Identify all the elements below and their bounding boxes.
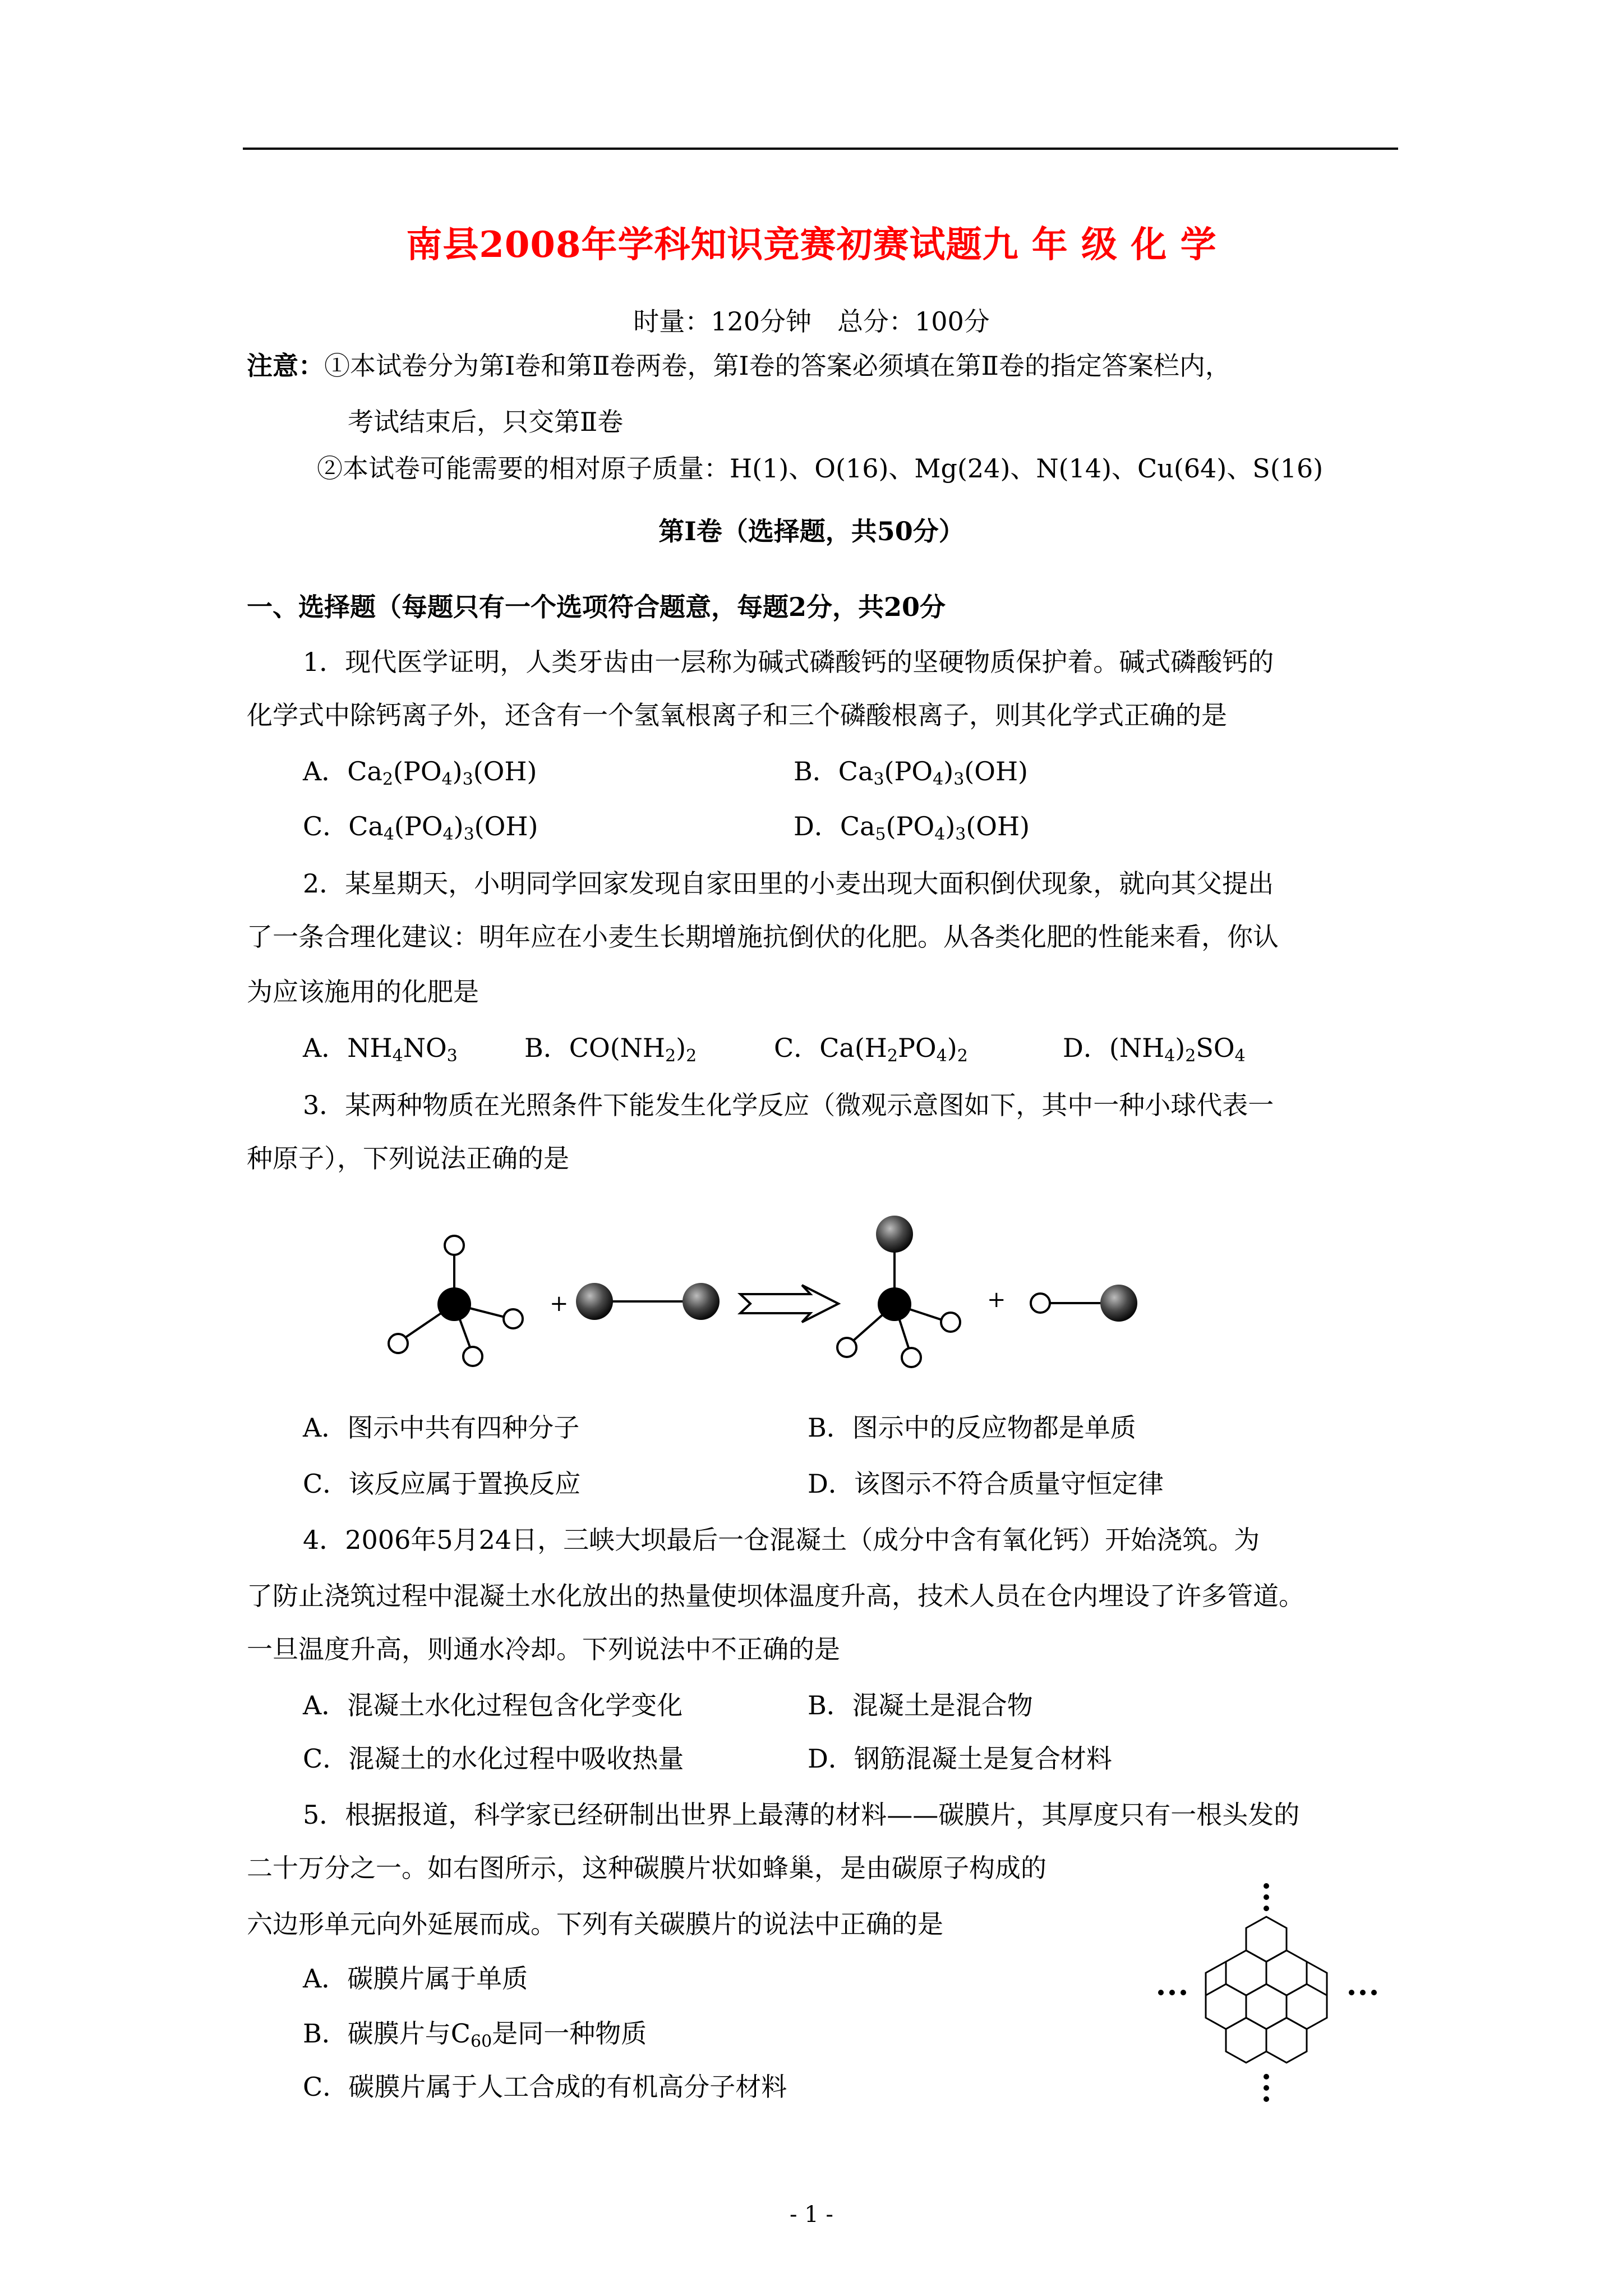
notice-line-2: 考试结束后，只交第Ⅱ卷 <box>348 407 624 437</box>
reaction-arrow <box>740 1285 838 1322</box>
q1-line-1: 1．现代医学证明，人类牙齿由一层称为碱式磷酸钙的坚硬物质保护着。碱式磷酸钙的 <box>303 647 1274 677</box>
q3-line-2: 种原子），下列说法正确的是 <box>247 1143 569 1174</box>
notice-line-3: ②本试卷可能需要的相对原子质量：H(1)、O(16)、Mg(24)、N(14)、Cu(64)、S(16) <box>317 453 1324 484</box>
q4-option-a: A．混凝土水化过程包含化学变化 <box>303 1690 683 1720</box>
notice-label: 注意： <box>247 351 324 381</box>
q1-option-a: A．$Ca_2(PO_4)_3(OH)$ <box>303 756 537 789</box>
dots-right <box>1349 1990 1377 1995</box>
notice-text-1: ①本试卷分为第Ⅰ卷和第Ⅱ卷两卷，第Ⅰ卷的答案必须填在第Ⅱ卷的指定答案栏内， <box>324 351 1231 381</box>
carbon-film-honeycomb-diagram <box>1144 1879 1396 2109</box>
q1-option-b: B．$Ca_3(PO_4)_3(OH)$ <box>794 756 1029 789</box>
q2-option-d: D．$(NH_4)_2SO_4$ <box>1063 1033 1246 1066</box>
q1-option-d: D．$Ca_5(PO_4)_3(OH)$ <box>794 811 1030 844</box>
exam-title: 南县2008年学科知识竞赛初赛试题九 年 级 化 学 <box>406 224 1217 266</box>
q2-option-a: A．$NH_4NO_3$ <box>303 1033 458 1066</box>
dots-top <box>1264 1883 1269 1911</box>
q4-option-d: D．钢筋混凝土是复合材料 <box>808 1743 1112 1774</box>
q4-line-2: 了防止浇筑过程中混凝土水化放出的热量使坝体温度升高，技术人员在仓内埋设了许多管道。 <box>247 1581 1304 1611</box>
q4-option-b: B．混凝土是混合物 <box>808 1690 1033 1720</box>
q4-line-3: 一旦温度升高，则通水冷却。下列说法中不正确的是 <box>247 1634 840 1664</box>
q3-line-1: 3．某两种物质在光照条件下能发生化学反应（微观示意图如下，其中一种小球代表一 <box>303 1090 1274 1120</box>
q3-option-d: D．该图示不符合质量守恒定律 <box>808 1469 1164 1499</box>
plus-sign-2: + <box>987 1287 1006 1313</box>
q2-option-b: B．$CO(NH_2)_2$ <box>524 1033 697 1066</box>
section-heading: 第Ⅰ卷（选择题，共50分） <box>658 516 965 546</box>
product-molecule-1 <box>837 1216 960 1367</box>
part-heading: 一、选择题（每题只有一个选项符合题意，每题2分，共20分 <box>247 592 946 622</box>
q5-option-b: B．碳膜片与$C_{60}$是同一种物质 <box>303 2018 647 2051</box>
q2-line-1: 2．某星期天，小明同学回家发现自家田里的小麦出现大面积倒伏现象，就向其父提出 <box>303 868 1274 899</box>
reactant-molecule-1 <box>389 1236 523 1366</box>
q5-option-c: C．碳膜片属于人工合成的有机高分子材料 <box>303 2072 787 2102</box>
reactant-molecule-2 <box>576 1283 720 1320</box>
page-number: - 1 - <box>790 2202 833 2228</box>
q5-line-3: 六边形单元向外延展而成。下列有关碳膜片的说法中正确的是 <box>247 1909 943 1939</box>
q1-option-c: C．$Ca_4(PO_4)_3(OH)$ <box>303 811 538 844</box>
q2-line-3: 为应该施用的化肥是 <box>247 977 479 1007</box>
exam-meta: 时量：120分钟 总分：100分 <box>633 306 990 337</box>
notice-line-1 <box>247 349 1231 383</box>
dots-bottom <box>1264 2074 1269 2102</box>
reaction-diagram <box>365 1206 1206 1391</box>
q1-line-2: 化学式中除钙离子外，还含有一个氢氧根离子和三个磷酸根离子，则其化学式正确的是 <box>247 700 1227 730</box>
q3-option-a: A．图示中共有四种分子 <box>303 1412 580 1443</box>
q4-line-1: 4．2006年5月24日，三峡大坝最后一仓混凝土（成分中含有氧化钙）开始浇筑。为 <box>303 1525 1260 1555</box>
q5-line-2: 二十万分之一。如右图所示，这种碳膜片状如蜂巢，是由碳原子构成的 <box>247 1853 1046 1883</box>
q5-option-a: A．碳膜片属于单质 <box>303 1963 528 1994</box>
product-molecule-2 <box>1031 1285 1137 1322</box>
q3-option-c: C．该反应属于置换反应 <box>303 1469 581 1499</box>
q5-line-1: 5．根据报道，科学家已经研制出世界上最薄的材料——碳膜片，其厚度只有一根头发的 <box>303 1800 1300 1830</box>
q4-option-c: C．混凝土的水化过程中吸收热量 <box>303 1743 684 1774</box>
q3-option-b: B．图示中的反应物都是单质 <box>808 1412 1136 1443</box>
q2-line-2: 了一条合理化建议：明年应在小麦生长期增施抗倒伏的化肥。从各类化肥的性能来看，你认 <box>247 922 1279 952</box>
header-rule <box>243 148 1398 150</box>
plus-sign-1: + <box>550 1291 569 1317</box>
q2-option-c: C．$Ca(H_2PO_4)_2$ <box>774 1033 968 1066</box>
dots-left <box>1158 1990 1186 1995</box>
hexagon-grid <box>1206 1917 1327 2063</box>
